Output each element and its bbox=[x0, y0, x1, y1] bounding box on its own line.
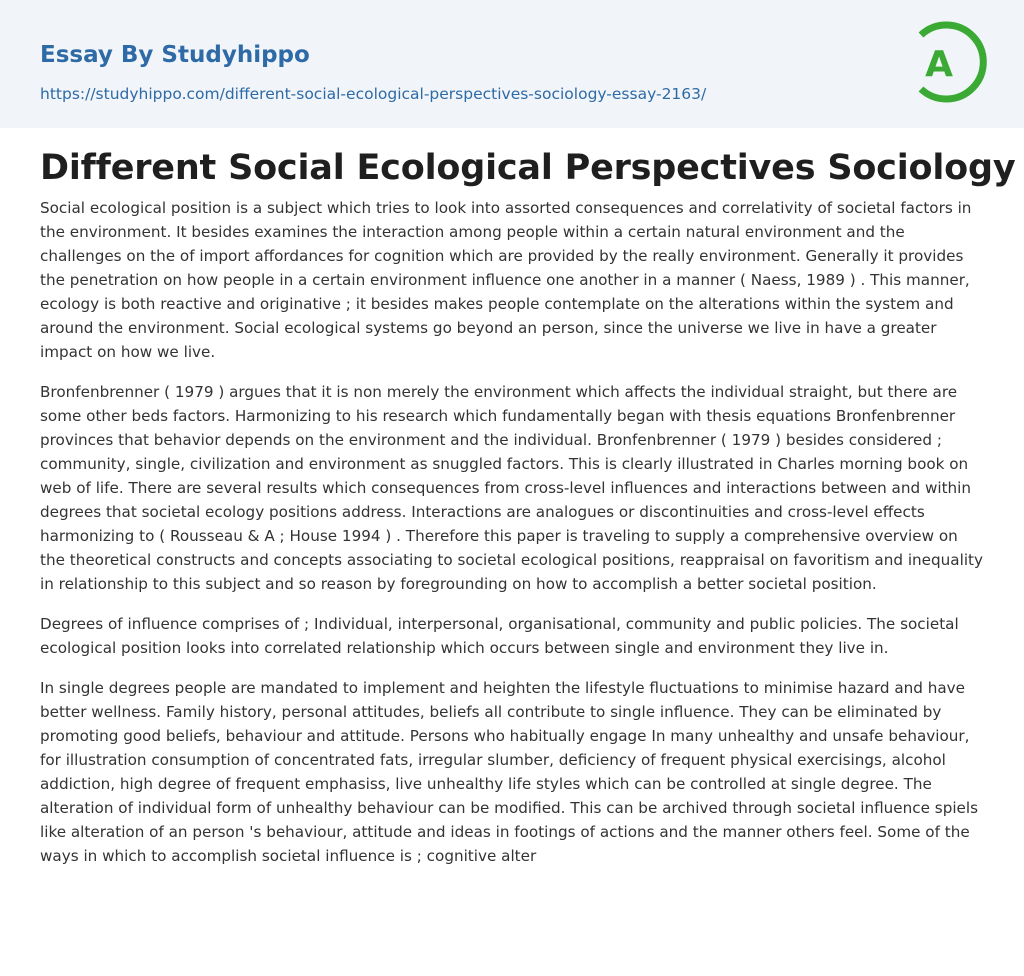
studyhippo-logo-icon[interactable] bbox=[911, 18, 987, 106]
essay-body bbox=[40, 196, 986, 976]
essay-paragraph: In single degrees people are mandated to implement and heighten the lifestyle fluctuations to minimise hazard and have better wellness. Family history, personal attitudes, beliefs all contribute to single influence. They can be eliminated by promoting good beliefs, behaviour and attitude. Persons who habitually engage In many unhealthy and unsafe behaviour, for illustration consumption of concentrated fats, irregular slumber, deficiency of frequent physical exercisings, alcohol addiction, high degree of frequent emphasiss, live unhealthy life styles which can be controlled at single degree. The alteration of individual form of unhealthy behaviour can be modified. This can be archived through societal influence spiels like alteration of an person 's behaviour, attitude and ideas in footings of actions and the manner others feel. Some of the ways in which to accomplish societal influence is ; cognitive alter bbox=[40, 679, 979, 865]
essay-paragraph: Degrees of influence comprises of ; Individual, interpersonal, organisational, community and public policies. The societal ecological position looks into correlated relationship which occurs between single and environment they live in. bbox=[40, 615, 959, 657]
logo-letter: A bbox=[925, 44, 953, 85]
essay-url-link[interactable]: https://studyhippo.com/different-social-ecological-perspectives-sociology-essay-2163/ bbox=[40, 85, 707, 103]
essay-paragraph: Social ecological position is a subject which tries to look into assorted consequences and correlativity of societal factors in the environment. It besides examines the interaction among people within a certain natural environment and the challenges on the of import affordances for cognition which are provided by the really environment. Generally it provides the penetration on how people in a certain environment influence one another in a manner ( Naess, 1989 ) . This manner, ecology is both reactive and originative ; it besides makes people contemplate on the alterations within the system and around the environment. Social ecological systems go beyond an person, since the universe we live in have a greater impact on how we live. bbox=[40, 199, 972, 361]
site-header bbox=[0, 0, 1024, 128]
essay-title: Different Social Ecological Perspectives Sociology bbox=[40, 148, 1016, 188]
essay-paragraph: Bronfenbrenner ( 1979 ) argues that it is non merely the environment which affects the individual straight, but there are some other beds factors. Harmonizing to his research which fundamentally began with thesis equations Bronfenbrenner provinces that behavior depends on the environment and the individual. Bronfenbrenner ( 1979 ) besides considered ; community, single, civilization and environment as snuggled factors. This is clearly illustrated in Charles morning book on web of life. There are several results which consequences from cross-level influences and interactions between and within degrees that societal ecology positions address. Interactions are analogues or discontinuities and cross-level effects harmonizing to ( Rousseau & A ; House 1994 ) . Therefore this paper is traveling to supply a comprehensive overview on the theoretical constructs and concepts associating to societal ecological positions, reappraisal on favoritism and inequality in relationship to this subject and so reason by foregrounding on how to accomplish a better societal position. bbox=[40, 383, 983, 593]
essay-content bbox=[40, 140, 1016, 976]
brand-title[interactable]: Essay By Studyhippo bbox=[40, 42, 310, 68]
